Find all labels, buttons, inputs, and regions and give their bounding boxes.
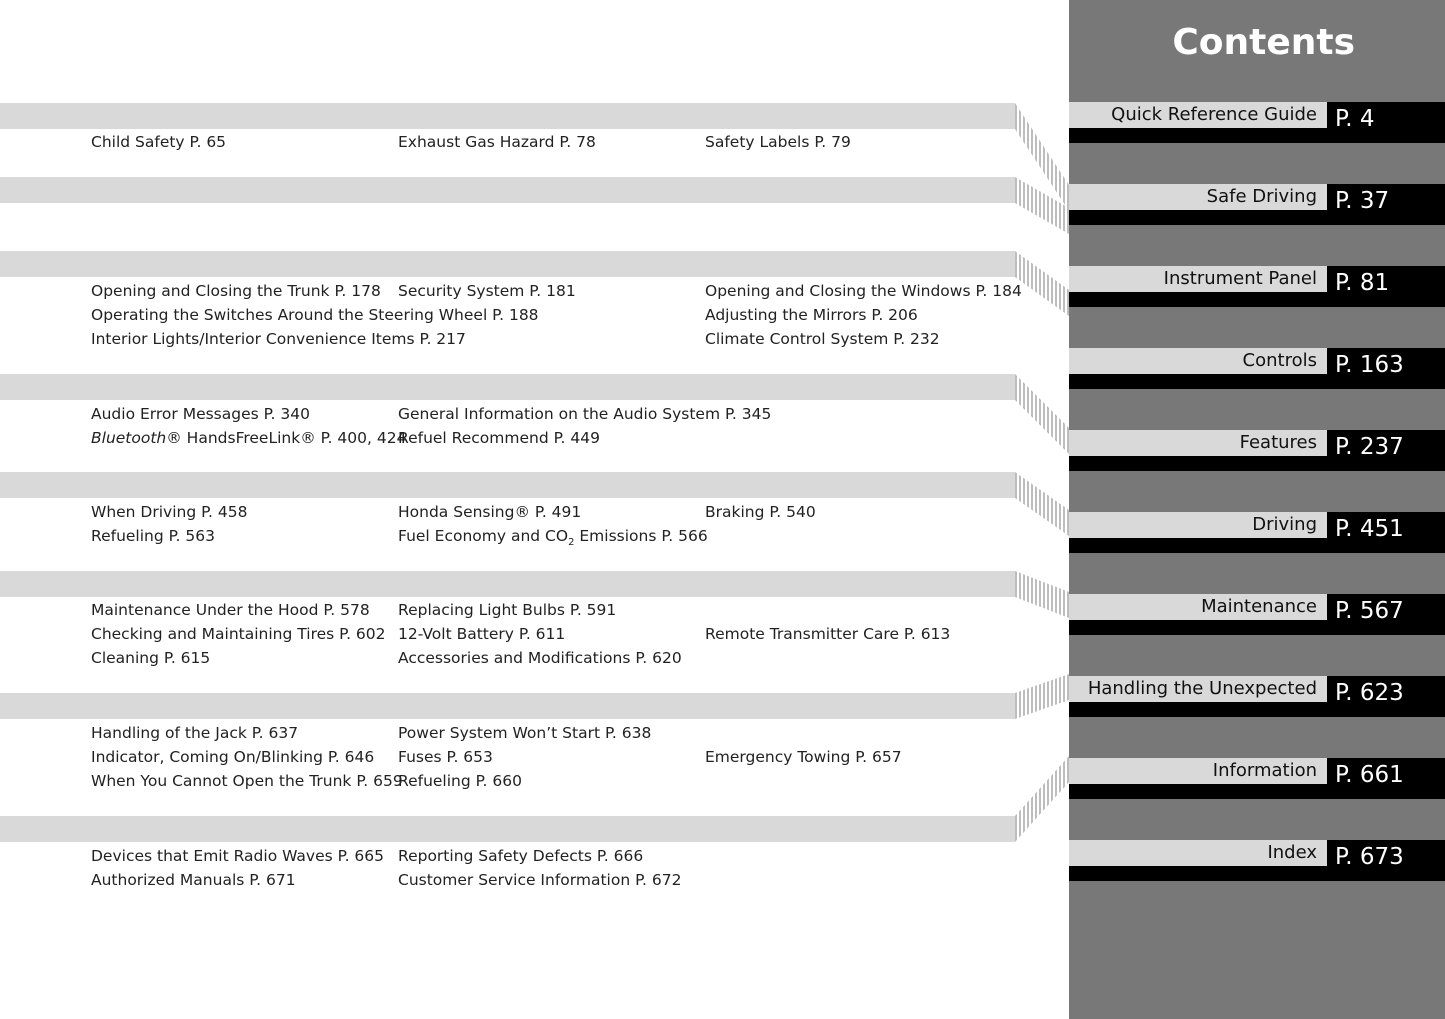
tab-handling-the-unexpected[interactable] — [1069, 676, 1445, 717]
link-emergency-towing[interactable]: Emergency Towing P. 657 — [705, 748, 902, 766]
link-remote-transmitter[interactable]: Remote Transmitter Care P. 613 — [705, 625, 951, 643]
link-exhaust-gas-hazard[interactable]: Exhaust Gas Hazard P. 78 — [398, 133, 596, 151]
tab-label: Information — [1069, 758, 1327, 784]
tab-page-number: P. 81 — [1335, 270, 1390, 296]
tab-label: Quick Reference Guide — [1069, 102, 1327, 128]
link-mirrors[interactable]: Adjusting the Mirrors P. 206 — [705, 306, 918, 324]
tab-label: Features — [1069, 430, 1327, 456]
section-band-quick-reference — [0, 103, 1015, 129]
link-safety-labels[interactable]: Safety Labels P. 79 — [705, 133, 851, 151]
section-band-controls — [0, 251, 1015, 277]
co2-subscript: 2 — [568, 537, 575, 549]
section-band-features — [0, 374, 1015, 400]
tab-label: Safe Driving — [1069, 184, 1327, 210]
tab-quick-reference-guide[interactable] — [1069, 102, 1445, 143]
tab-label: Index — [1069, 840, 1327, 866]
link-customer-service[interactable]: Customer Service Information P. 672 — [398, 871, 682, 889]
tab-features[interactable] — [1069, 430, 1445, 471]
tab-label: Instrument Panel — [1069, 266, 1327, 292]
link-when-driving[interactable]: When Driving P. 458 — [91, 503, 248, 521]
section-band-information — [0, 816, 1015, 842]
link-tires[interactable]: Checking and Maintaining Tires P. 602 — [91, 625, 386, 643]
tab-page-number: P. 661 — [1335, 762, 1404, 788]
link-power-system[interactable]: Power System Won’t Start P. 638 — [398, 724, 652, 742]
tab-page-number: P. 37 — [1335, 188, 1390, 214]
link-windows[interactable]: Opening and Closing the Windows P. 184 — [705, 282, 1022, 300]
fuel-economy-text-a: Fuel Economy and CO — [398, 527, 569, 545]
tab-controls[interactable] — [1069, 348, 1445, 389]
tab-page-number: P. 4 — [1335, 106, 1375, 132]
tab-label: Controls — [1069, 348, 1327, 374]
link-climate-control[interactable]: Climate Control System P. 232 — [705, 330, 940, 348]
link-open-trunk[interactable]: When You Cannot Open the Trunk P. 659 — [91, 772, 403, 790]
link-audio-general-info[interactable]: General Information on the Audio System P. 345 — [398, 405, 772, 423]
tab-label: Maintenance — [1069, 594, 1327, 620]
tab-label: Driving — [1069, 512, 1327, 538]
link-refueling-unexpected[interactable]: Refueling P. 660 — [398, 772, 522, 790]
tab-page-number: P. 163 — [1335, 352, 1404, 378]
link-light-bulbs[interactable]: Replacing Light Bulbs P. 591 — [398, 601, 617, 619]
link-trunk[interactable]: Opening and Closing the Trunk P. 178 — [91, 282, 381, 300]
tab-page-number: P. 673 — [1335, 844, 1404, 870]
link-accessories[interactable]: Accessories and Modifications P. 620 — [398, 649, 682, 667]
link-under-hood[interactable]: Maintenance Under the Hood P. 578 — [91, 601, 370, 619]
tab-maintenance[interactable] — [1069, 594, 1445, 635]
link-refuel-recommend[interactable]: Refuel Recommend P. 449 — [398, 429, 600, 447]
link-refueling-driving[interactable]: Refueling P. 563 — [91, 527, 215, 545]
tab-index[interactable] — [1069, 840, 1445, 881]
link-jack[interactable]: Handling of the Jack P. 637 — [91, 724, 299, 742]
link-braking[interactable]: Braking P. 540 — [705, 503, 816, 521]
link-cleaning[interactable]: Cleaning P. 615 — [91, 649, 211, 667]
section-band-maintenance — [0, 571, 1015, 597]
section-band-driving — [0, 472, 1015, 498]
link-audio-error-messages[interactable]: Audio Error Messages P. 340 — [91, 405, 310, 423]
link-security-system[interactable]: Security System P. 181 — [398, 282, 576, 300]
section-band-unexpected — [0, 693, 1015, 719]
link-bluetooth-hfl[interactable] — [91, 426, 406, 450]
link-honda-sensing[interactable]: Honda Sensing® P. 491 — [398, 503, 582, 521]
bluetooth-italic-text: Bluetooth — [91, 429, 167, 447]
hfl-text: ® HandsFreeLink® P. 400, 424 — [166, 429, 407, 447]
link-interior-lights[interactable]: Interior Lights/Interior Convenience Items P. 217 — [91, 330, 466, 348]
link-indicator[interactable]: Indicator, Coming On/Blinking P. 646 — [91, 748, 375, 766]
tab-safe-driving[interactable] — [1069, 184, 1445, 225]
link-authorized-manuals[interactable]: Authorized Manuals P. 671 — [91, 871, 296, 889]
tab-driving[interactable] — [1069, 512, 1445, 553]
link-fuses[interactable]: Fuses P. 653 — [398, 748, 493, 766]
tab-page-number: P. 451 — [1335, 516, 1404, 542]
contents-sidebar — [1069, 0, 1445, 1019]
connector-hatching — [1015, 0, 1069, 1019]
link-radio-waves[interactable]: Devices that Emit Radio Waves P. 665 — [91, 847, 385, 865]
link-steering-switches[interactable]: Operating the Switches Around the Steering Wheel P. 188 — [91, 306, 539, 324]
tab-instrument-panel[interactable] — [1069, 266, 1445, 307]
page-title: Contents — [1172, 22, 1355, 63]
tab-page-number: P. 567 — [1335, 598, 1404, 624]
tab-information[interactable] — [1069, 758, 1445, 799]
link-battery[interactable]: 12-Volt Battery P. 611 — [398, 625, 566, 643]
link-child-safety[interactable]: Child Safety P. 65 — [91, 133, 227, 151]
tab-label: Handling the Unexpected — [1069, 676, 1327, 702]
link-fuel-economy[interactable] — [398, 524, 708, 555]
tab-page-number: P. 623 — [1335, 680, 1404, 706]
fuel-economy-text-b: Emissions P. 566 — [574, 527, 708, 545]
section-band-instrument-panel — [0, 177, 1015, 203]
link-safety-defects[interactable]: Reporting Safety Defects P. 666 — [398, 847, 644, 865]
tab-page-number: P. 237 — [1335, 434, 1404, 460]
